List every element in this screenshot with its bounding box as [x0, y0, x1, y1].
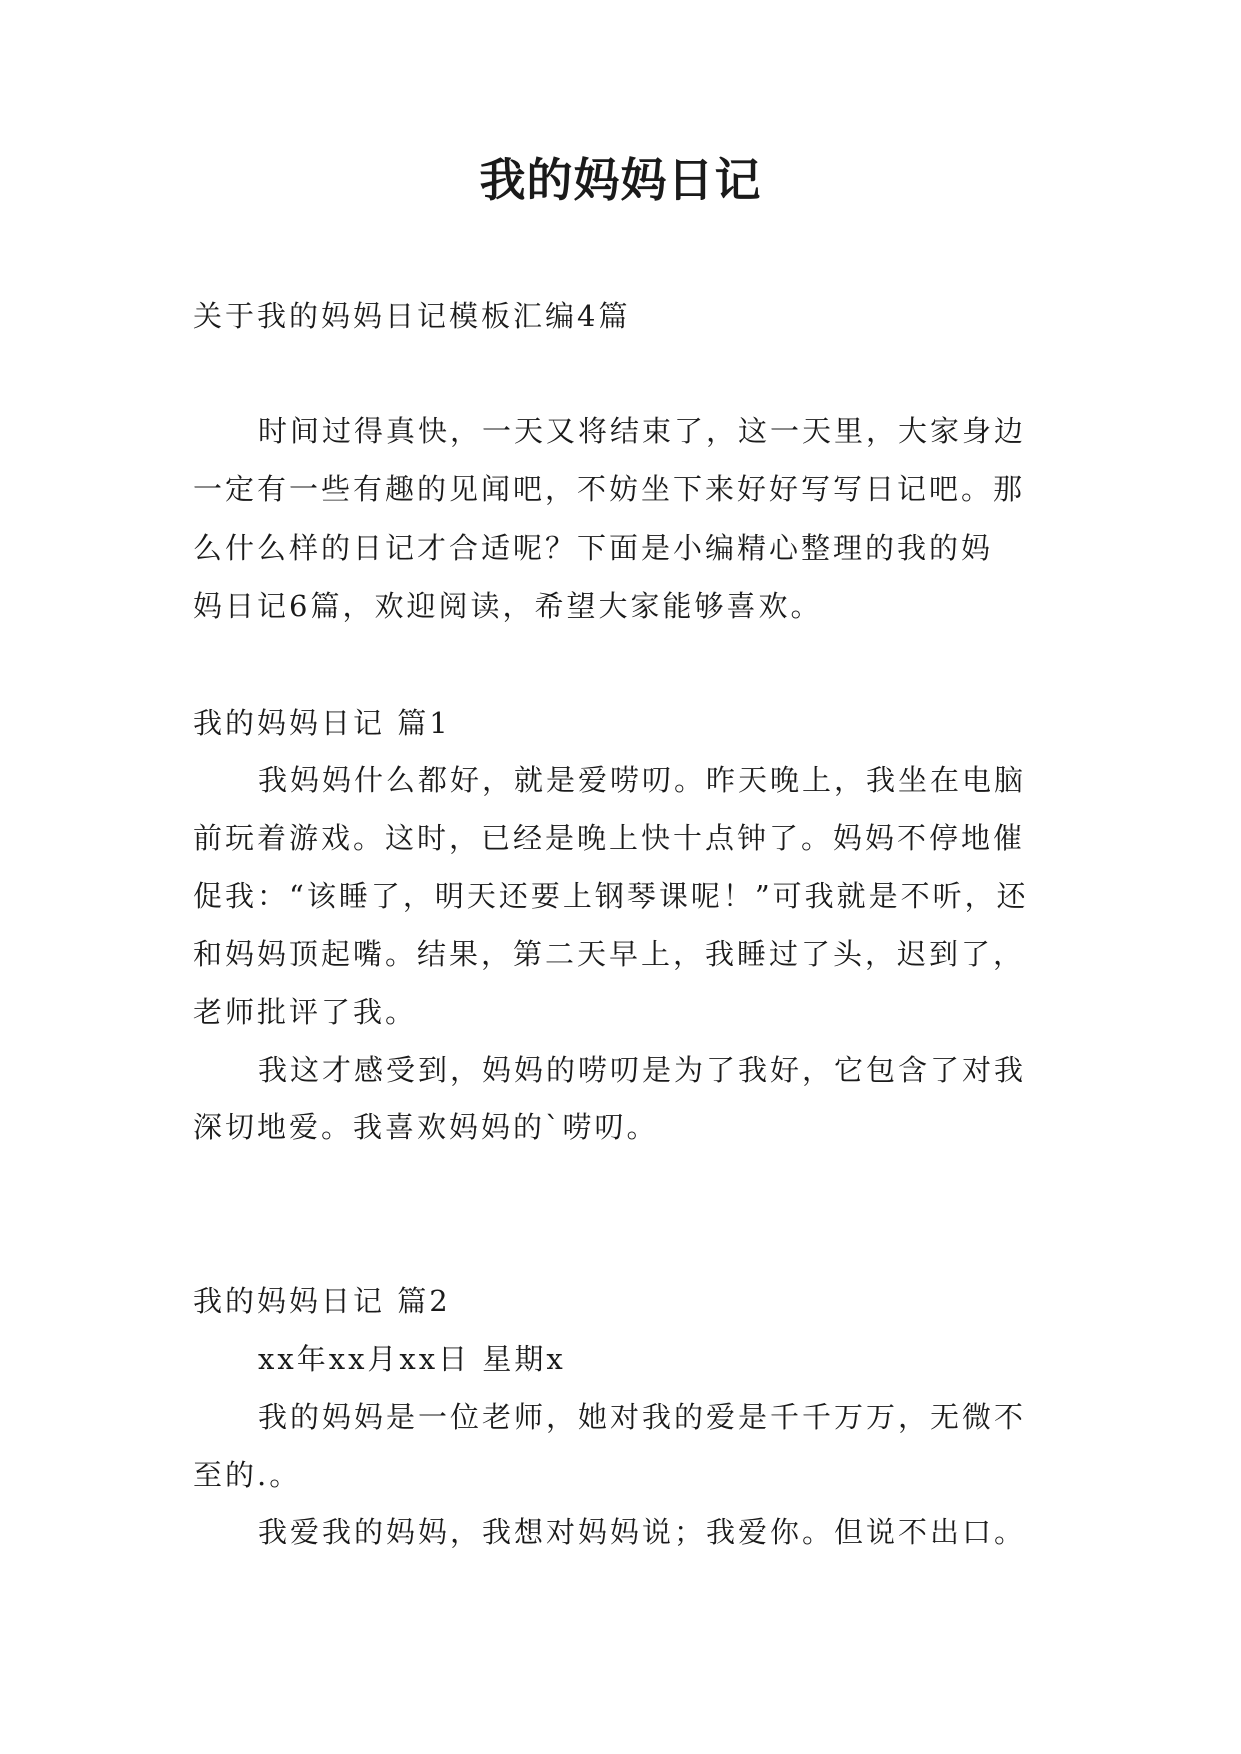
document-title: 我的妈妈日记: [479, 153, 762, 207]
document-subtitle: 关于我的妈妈日记模板汇编4篇: [193, 299, 631, 333]
section2-line-3: 我爱我的妈妈，我想对妈妈说；我爱你。但说不出口。: [258, 1515, 1027, 1549]
section1-line-3: 促我：“该睡了，明天还要上钢琴课呢！”可我就是不听，还: [193, 879, 1029, 913]
section1-line-1: 我妈妈什么都好，就是爱唠叨。昨天晚上，我坐在电脑: [258, 763, 1027, 797]
section2-line-1: 我的妈妈是一位老师，她对我的爱是千千万万，无微不: [258, 1400, 1027, 1434]
intro-line-4: 妈日记6篇，欢迎阅读，希望大家能够喜欢。: [193, 589, 823, 623]
section1-line-2: 前玩着游戏。这时，已经是晚上快十点钟了。妈妈不停地催: [193, 821, 1026, 855]
section1-line-6: 我这才感受到，妈妈的唠叨是为了我好，它包含了对我: [258, 1053, 1027, 1087]
section1-line-4: 和妈妈顶起嘴。结果，第二天早上，我睡过了头，迟到了，: [193, 937, 1026, 971]
intro-line-1: 时间过得真快，一天又将结束了，这一天里，大家身边: [258, 414, 1027, 448]
intro-line-3: 么什么样的日记才合适呢？下面是小编精心整理的我的妈: [193, 531, 994, 565]
section1-heading: 我的妈妈日记 篇1: [193, 706, 451, 740]
intro-line-2: 一定有一些有趣的见闻吧，不妨坐下来好好写写日记吧。那: [193, 472, 1026, 506]
section1-line-5: 老师批评了我。: [193, 995, 418, 1029]
section2-line-2: 至的.。: [193, 1458, 302, 1492]
section2-date-line: xx年xx月xx日 星期x: [258, 1342, 566, 1376]
section1-line-7: 深切地爱。我喜欢妈妈的`唠叨。: [193, 1110, 659, 1144]
section2-heading: 我的妈妈日记 篇2: [193, 1284, 451, 1318]
